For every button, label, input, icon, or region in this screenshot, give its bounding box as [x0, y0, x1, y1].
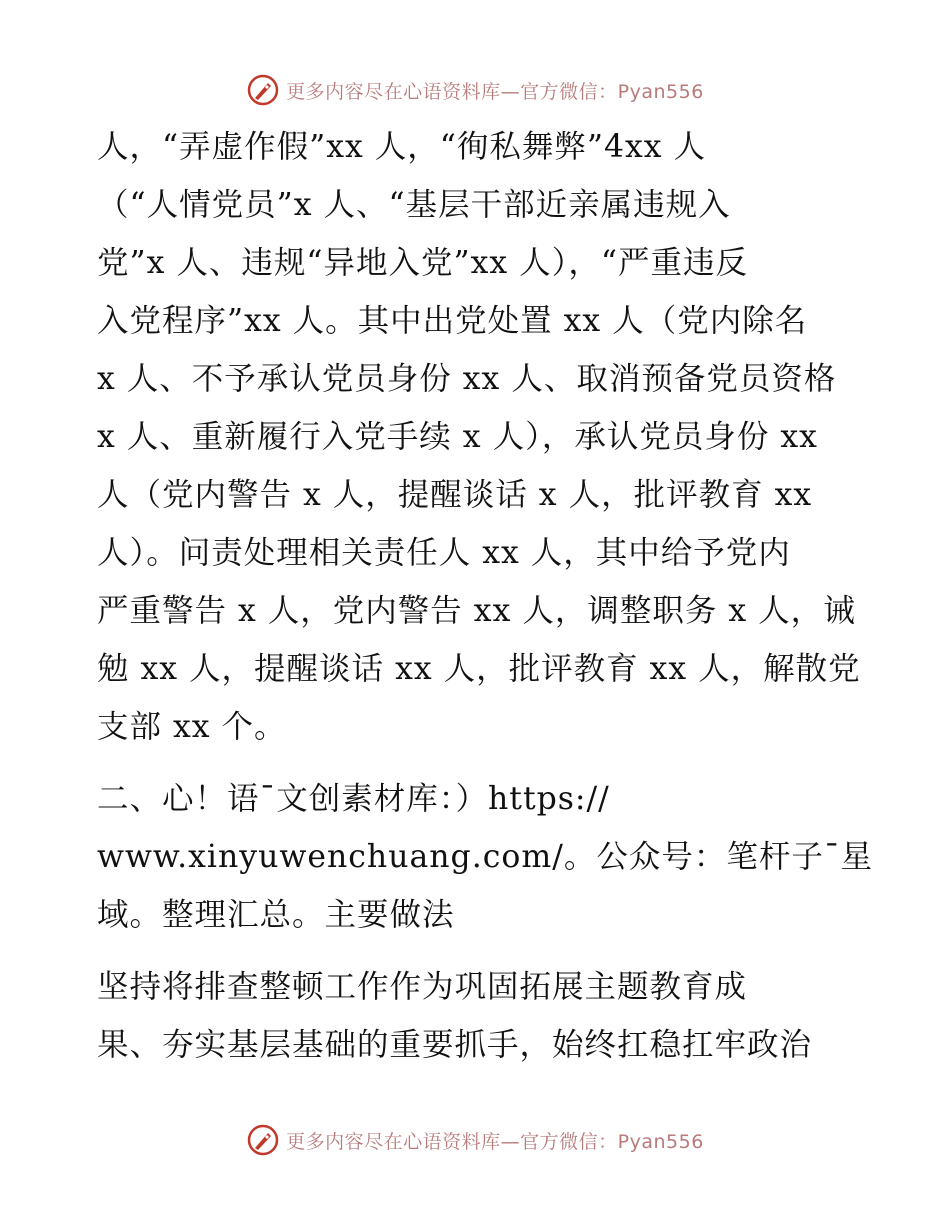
header-banner [0, 70, 950, 110]
body-line: （“人情党员”x 人、“基层干部近亲属违规入 [97, 187, 731, 223]
body-line: 严重警告 x 人，党内警告 xx 人，调整职务 x 人，诫 [97, 593, 856, 629]
body-text [97, 118, 874, 1074]
pen-nib-circle-icon [246, 1123, 280, 1157]
footer-banner [0, 1120, 950, 1160]
body-line: 人）。问责处理相关责任人 xx 人，其中给予党内 [97, 535, 791, 571]
body-line: 支部 xx 个。 [97, 709, 287, 745]
section-heading-line: 域。整理汇总。主要做法 [97, 897, 455, 933]
body-line: 入党程序”xx 人。其中出党处置 xx 人（党内除名 [97, 303, 808, 339]
pen-nib-circle-icon [246, 73, 280, 107]
body-line: 党”x 人、违规“异地入党”xx 人），“严重违反 [97, 245, 748, 281]
body-line: 勉 xx 人，提醒谈话 xx 人，批评教育 xx 人，解散党 [97, 651, 861, 687]
footer-banner-text: 更多内容尽在心语资料库—官方微信：Pyan556 [286, 1130, 704, 1153]
header-banner-text: 更多内容尽在心语资料库—官方微信：Pyan556 [286, 80, 704, 103]
body-line: 人（党内警告 x 人，提醒谈话 x 人，批评教育 xx [97, 477, 813, 513]
body-line: 坚持将排查整顿工作作为巩固拓展主题教育成 [97, 969, 748, 1005]
body-line: x 人、不予承认党员身份 xx 人、取消预备党员资格 [97, 361, 837, 397]
body-line: 人，“弄虚作假”xx 人，“徇私舞弊”4xx 人 [97, 129, 707, 165]
section-heading-line: www.xinyuwenchuang.com/。公众号：笔杆子¯星 [97, 839, 874, 875]
body-line: 果、夯实基层基础的重要抓手，始终扛稳扛牢政治 [97, 1027, 813, 1063]
section-heading-line: 二、心！语¯文创素材库：）https:// [97, 781, 610, 817]
body-line: x 人、重新履行入党手续 x 人），承认党员身份 xx [97, 419, 818, 455]
